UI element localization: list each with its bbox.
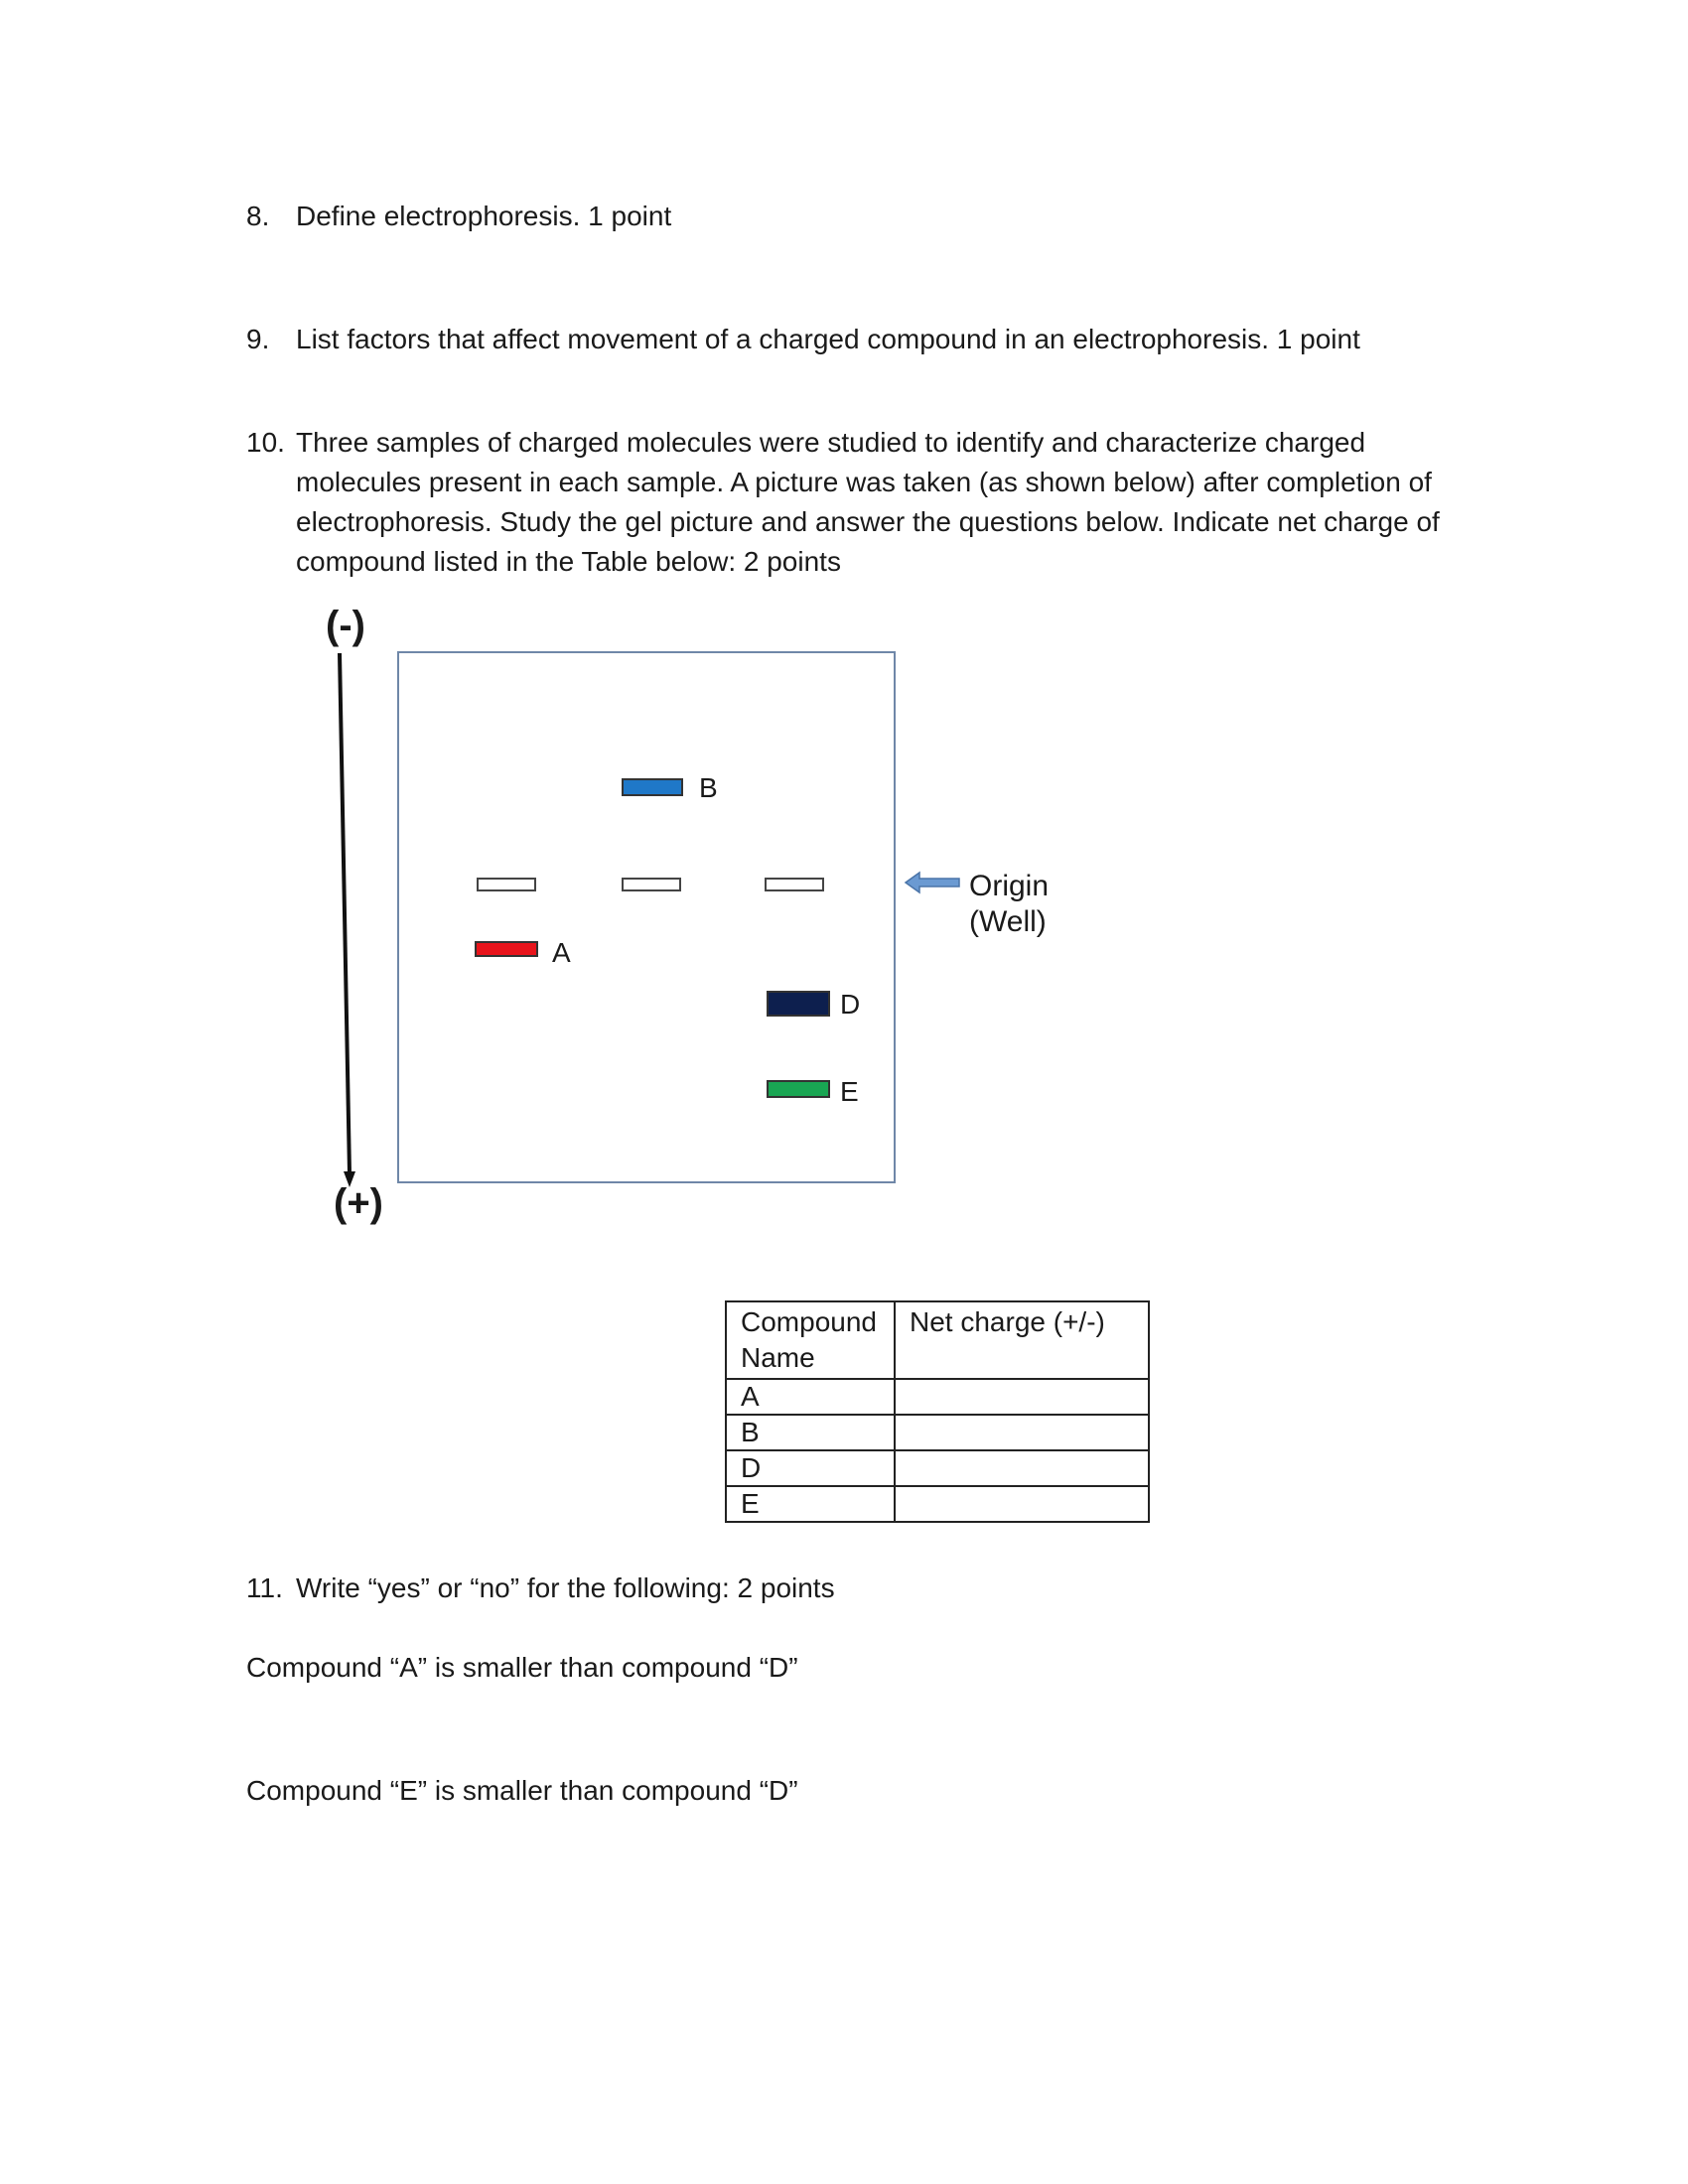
band-e [767,1080,830,1098]
table-row [726,1415,1149,1450]
question-11-number: 11. [246,1572,283,1603]
statement-e-vs-d: Compound “E” is smaller than compound “D” [246,1775,798,1806]
compound-cell: A [726,1379,895,1415]
band-a-label: A [552,937,571,968]
table-header-row [726,1301,1149,1379]
statement-a-vs-d: Compound “A” is smaller than compound “D” [246,1652,798,1683]
header-compound-name: Compound Name [726,1301,895,1379]
band-e-label: E [840,1076,859,1107]
charge-cell[interactable] [895,1450,1149,1486]
negative-electrode-label: (-) [326,604,365,647]
origin-label: Origin [969,870,1050,902]
compound-cell: D [726,1450,895,1486]
question-11-text: Write “yes” or “no” for the following: 2 points [296,1572,835,1603]
charge-cell[interactable] [895,1379,1149,1415]
band-b-label: B [699,772,718,803]
charge-cell[interactable] [895,1486,1149,1522]
question-8-number: 8. [246,201,270,231]
gel-picture [397,651,896,1183]
question-9-number: 9. [246,324,270,354]
compound-cell: E [726,1486,895,1522]
well-label: (Well) [969,905,1047,938]
compound-cell: B [726,1415,895,1450]
question-9-text: List factors that affect movement of a charged compound in an electrophoresis. 1 point [296,324,1360,354]
question-10-line-4: compound listed in the Table below: 2 points [296,546,841,577]
charge-cell[interactable] [895,1415,1149,1450]
question-8-text: Define electrophoresis. 1 point [296,201,672,231]
well-lane-1 [477,878,536,891]
positive-electrode-label: (+) [334,1181,383,1225]
net-charge-table [725,1300,1150,1523]
table-row [726,1450,1149,1486]
band-b [622,778,683,796]
well-lane-2 [622,878,681,891]
header-net-charge: Net charge (+/-) [895,1301,1149,1379]
band-d [767,991,830,1017]
origin-arrow-icon [904,870,963,895]
band-a [475,941,538,957]
table-row [726,1486,1149,1522]
question-10-line-3: electrophoresis. Study the gel picture and answer the questions below. Indicate net charge of [296,506,1440,537]
band-d-label: D [840,989,861,1020]
question-10-number: 10. [246,427,285,458]
well-lane-3 [765,878,824,891]
question-10-line-2: molecules present in each sample. A picture was taken (as shown below) after completion of [296,467,1432,497]
table-row [726,1379,1149,1415]
migration-direction-arrow [328,647,367,1189]
question-10-line-1: Three samples of charged molecules were studied to identify and characterize charged [296,427,1366,458]
question-10-text [296,423,1487,582]
